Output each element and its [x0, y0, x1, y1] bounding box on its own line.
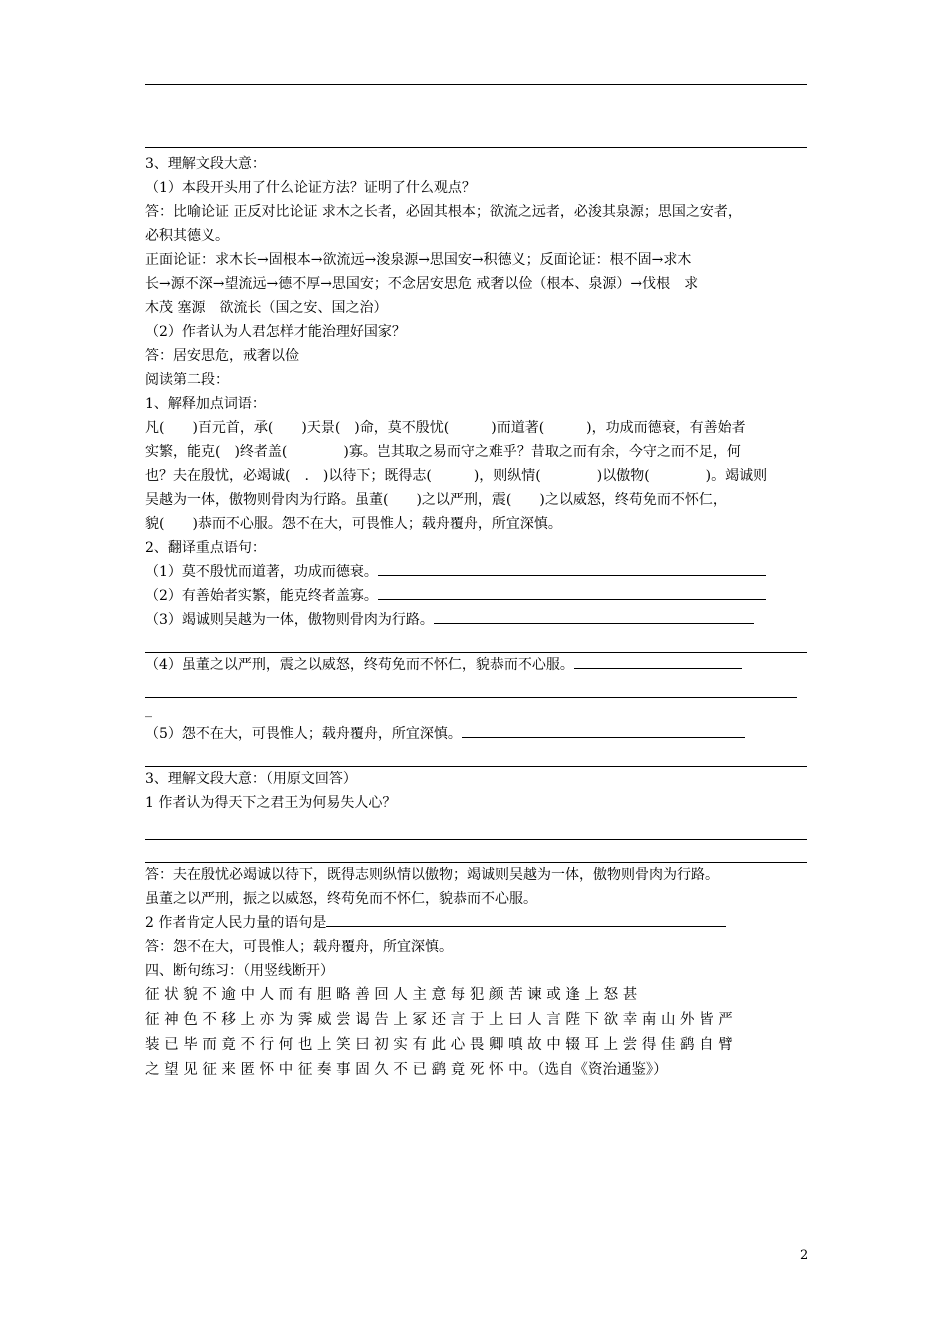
stray-underscore: _	[145, 702, 152, 718]
fill-blank[interactable]	[434, 609, 754, 624]
answer-line	[145, 147, 807, 148]
section-heading: 3、理解文段大意：（用原文回答）	[145, 771, 357, 787]
translation-item: （3）竭诚则吴越为一体，傲物则骨肉为行路。	[145, 608, 807, 632]
passage-line: 实繁，能克( )终者盖( )寡。岂其取之易而守之难乎？昔取之而有余，今守之而不足，何	[145, 444, 741, 460]
punctuation-exercise: 征 状 貌 不 逾 中 人 而 有 胆 略 善 回 人 主 意 每 犯 颜 苦 谏 或 逢 上 怒 甚	[145, 987, 638, 1003]
passage-line: 吴越为一体，傲物则骨肉为行路。虽董( )之以严刑，震( )之以威怒，终苟免而不怀仁，	[145, 492, 727, 508]
answer-text: 答：比喻论证 正反对比论证 求木之长者，必固其根本；欲流之远者，必浚其泉源；思国之安者，	[145, 204, 742, 220]
punctuation-exercise: 征 神 色 不 移 上 亦 为 霁 威 尝 谒 告 上 冢 还 言 于 上 曰 人 言 陛 下 欲 幸 南 山 外 皆 严	[145, 1012, 733, 1028]
sub-heading: 1、解释加点词语：	[145, 396, 266, 412]
question: （1）本段开头用了什么论证方法？证明了什么观点？	[145, 180, 476, 196]
fill-blank[interactable]	[574, 654, 742, 669]
answer-text: 答：夫在殷忧必竭诚以待下，既得志则纵情以傲物；竭诚则吴越为一体，傲物则骨肉为行路。	[145, 867, 719, 883]
page-number: 2	[800, 1248, 809, 1263]
question: 1 作者认为得天下之君王为何易失人心？	[145, 795, 397, 811]
translation-item: （4）虽董之以严刑，震之以威怒，终苟免而不怀仁，貌恭而不心服。	[145, 653, 807, 677]
argument-text: 木茂 塞源 欲流长（国之安、国之治）	[145, 300, 388, 316]
translation-item: （2）有善始者实繁，能克终者盖寡。	[145, 584, 807, 608]
translation-item: （1）莫不殷忧而道著，功成而德衰。	[145, 560, 807, 584]
document-page	[145, 0, 807, 1083]
section-heading: 阅读第二段：	[145, 372, 229, 388]
passage-line: 凡( )百元首，承( )天景( )命，莫不殷忧( )而道著( )，功成而德衰，有善始者	[145, 420, 746, 436]
argument-text: 正面论证：求木长→固根本→欲流远→浚泉源→思国安→积德义；反面论证：根不固→求木	[145, 252, 692, 268]
punctuation-exercise: 之 望 见 征 来 匿 怀 中 征 奏 事 固 久 不 已 鹞 竟 死 怀 中。（选自《资治通鉴》）	[145, 1062, 668, 1078]
translation-item: （5）怨不在大，可畏惟人；载舟覆舟，所宜深慎。	[145, 722, 807, 746]
fill-blank[interactable]	[378, 585, 766, 600]
punctuation-exercise: 装 已 毕 而 竟 不 行 何 也 上 笑 曰 初 实 有 此 心 畏 卿 嗔 故 中 辍 耳 上 尝 得 佳 鹞 自 臂	[145, 1037, 733, 1053]
argument-text: 长→源不深→望流远→德不厚→思国安；不念居安思危 戒奢以俭（根本、泉源）→伐根 求	[145, 276, 699, 292]
answer-text: 虽董之以严刑，振之以威怒，终苟免而不怀仁，貌恭而不心服。	[145, 891, 537, 907]
fill-blank[interactable]	[462, 723, 745, 738]
section-heading: 3、理解文段大意：	[145, 156, 266, 172]
question: （2）作者认为人君怎样才能治理好国家？	[145, 324, 406, 340]
sub-heading: 2、翻译重点语句：	[145, 540, 266, 556]
answer-text: 必积其德义。	[145, 228, 229, 244]
answer-text: 答：居安思危，戒奢以俭	[145, 348, 299, 364]
passage-line: 也？夫在殷忧，必竭诚( . )以待下；既得志( )，则纵情( )以傲物( )。竭诚则	[145, 468, 768, 484]
question: 2 作者肯定人民力量的语句是	[145, 911, 807, 935]
fill-blank[interactable]	[326, 912, 726, 927]
answer-text: 答：怨不在大，可畏惟人；载舟覆舟，所宜深慎。	[145, 939, 453, 955]
passage-line: 貌( )恭而不心服。怨不在大，可畏惟人；载舟覆舟，所宜深慎。	[145, 516, 562, 532]
section-heading: 四、断句练习：（用竖线断开）	[145, 963, 334, 979]
fill-blank[interactable]	[378, 561, 766, 576]
